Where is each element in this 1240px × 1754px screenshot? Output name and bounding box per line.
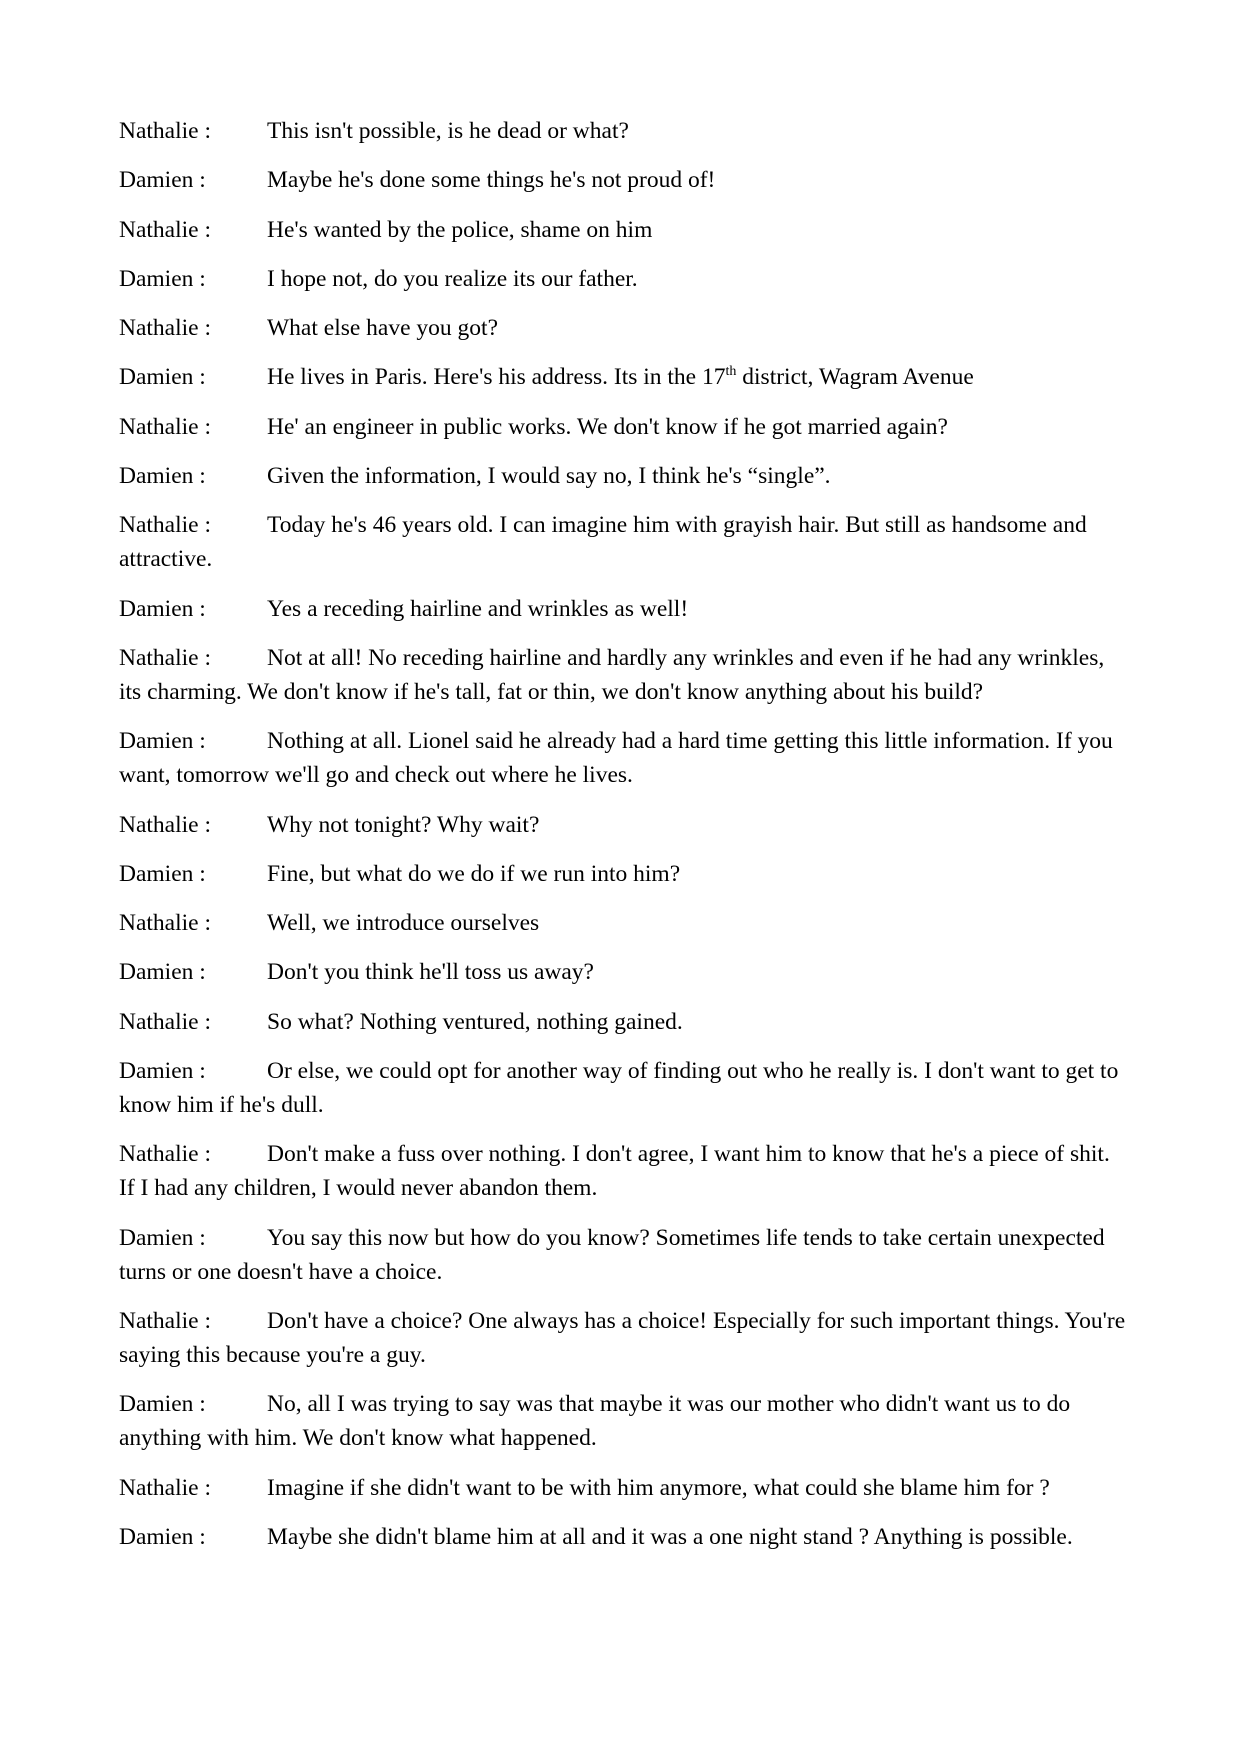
dialogue-text: Don't make a fuss over nothing. I don't agree, I want him to know that he's a piece of shit. If I had any children, I would never abandon them. (119, 1141, 1110, 1202)
speaker-label: Nathalie : (119, 413, 212, 440)
dialogue-line (119, 808, 1129, 842)
dialogue-line (119, 262, 1129, 296)
dialogue-line (119, 955, 1129, 989)
speaker-label: Nathalie : (119, 118, 212, 144)
dialogue-line (119, 508, 1129, 576)
dialogue-text: Don't you think he'll toss us away? (267, 959, 594, 986)
dialogue-line (119, 1137, 1129, 1205)
dialogue-line (119, 1221, 1129, 1289)
ordinal-superscript: th (725, 364, 737, 380)
speaker-label: Damien : (119, 265, 206, 292)
speaker-label: Nathalie : (119, 512, 212, 539)
speaker-label: Nathalie : (119, 644, 212, 671)
speaker-label: Nathalie : (119, 1307, 212, 1334)
dialogue-text: This isn't possible, is he dead or what? (267, 118, 629, 144)
dialogue-line (119, 1054, 1129, 1122)
speaker-label: Damien : (119, 1058, 206, 1085)
speaker-label: Damien : (119, 595, 206, 622)
dialogue-text: Why not tonight? Why wait? (267, 811, 540, 838)
speaker-label: Nathalie : (119, 315, 212, 342)
dialogue-line (119, 857, 1129, 891)
speaker-label: Damien : (119, 364, 206, 391)
dialogue-text: Don't have a choice? One always has a choice! Especially for such important things. You're saying this because you're a guy. (119, 1307, 1126, 1368)
dialogue-line (119, 906, 1129, 940)
dialogue-line (119, 459, 1129, 493)
speaker-label: Damien : (119, 1391, 206, 1418)
dialogue-line (119, 724, 1129, 792)
speaker-label: Nathalie : (119, 1008, 212, 1035)
dialogue-text: Given the information, I would say no, I think he's “single”. (267, 463, 831, 490)
dialogue-line (119, 311, 1129, 345)
dialogue-line (119, 1304, 1129, 1372)
dialogue-text: Fine, but what do we do if we run into him? (267, 860, 681, 887)
speaker-label: Damien : (119, 728, 206, 755)
speaker-label: Nathalie : (119, 216, 212, 243)
speaker-label: Damien : (119, 1523, 206, 1550)
dialogue-line (119, 641, 1129, 709)
dialogue-text: What else have you got? (267, 315, 498, 342)
dialogue-text: Well, we introduce ourselves (267, 910, 540, 937)
dialogue-text: Maybe she didn't blame him at all and it was a one night stand ? Anything is possible. (267, 1523, 1073, 1550)
speaker-label: Damien : (119, 959, 206, 986)
dialogue-line (119, 1471, 1129, 1505)
speaker-label: Nathalie : (119, 811, 212, 838)
dialogue-line (119, 114, 1129, 148)
dialogue-line (119, 1387, 1129, 1455)
dialogue-text: Today he's 46 years old. I can imagine him with grayish hair. But still as handsome and attractive. (119, 512, 1087, 573)
dialogue-line (119, 592, 1129, 626)
dialogue-text: You say this now but how do you know? Sometimes life tends to take certain unexpected turns or one doesn't have a choice. (119, 1224, 1105, 1285)
dialogue-text: No, all I was trying to say was that maybe it was our mother who didn't want us to do anything with him. We don't know what happened. (119, 1391, 1071, 1452)
dialogue-text: Not at all! No receding hairline and hardly any wrinkles and even if he had any wrinkles, its charming. We don't know if he's tall, fat or thin, we don't know anything about his build? (119, 644, 1105, 705)
dialogue-line (119, 213, 1129, 247)
dialogue-line (119, 1520, 1129, 1554)
dialogue-line (119, 360, 1129, 394)
dialogue-text: district, Wagram Avenue (736, 364, 974, 391)
speaker-label: Nathalie : (119, 1474, 212, 1501)
dialogue-text: He lives in Paris. Here's his address. Its in the 17 (267, 364, 726, 391)
dialogue (119, 114, 1129, 1569)
speaker-label: Damien : (119, 1224, 206, 1251)
dialogue-text: Yes a receding hairline and wrinkles as well! (267, 595, 689, 622)
dialogue-line (119, 410, 1129, 444)
dialogue-text: Or else, we could opt for another way of finding out who he really is. I don't want to get to know him if he's dull. (119, 1058, 1119, 1119)
speaker-label: Damien : (119, 167, 206, 194)
dialogue-text: Imagine if she didn't want to be with him anymore, what could she blame him for ? (267, 1474, 1050, 1501)
dialogue-text: Nothing at all. Lionel said he already had a hard time getting this little information. If you want, tomorrow we'll go and check out where he lives. (119, 728, 1113, 789)
dialogue-text: He' an engineer in public works. We don't know if he got married again? (267, 413, 948, 440)
dialogue-text: He's wanted by the police, shame on him (267, 216, 653, 243)
dialogue-line (119, 1005, 1129, 1039)
dialogue-text: I hope not, do you realize its our father. (267, 265, 638, 292)
dialogue-line (119, 163, 1129, 197)
speaker-label: Nathalie : (119, 910, 212, 937)
speaker-label: Damien : (119, 463, 206, 490)
speaker-label: Damien : (119, 860, 206, 887)
dialogue-text: So what? Nothing ventured, nothing gained. (267, 1008, 683, 1035)
speaker-label: Nathalie : (119, 1141, 212, 1168)
dialogue-text: Maybe he's done some things he's not proud of! (267, 167, 716, 194)
